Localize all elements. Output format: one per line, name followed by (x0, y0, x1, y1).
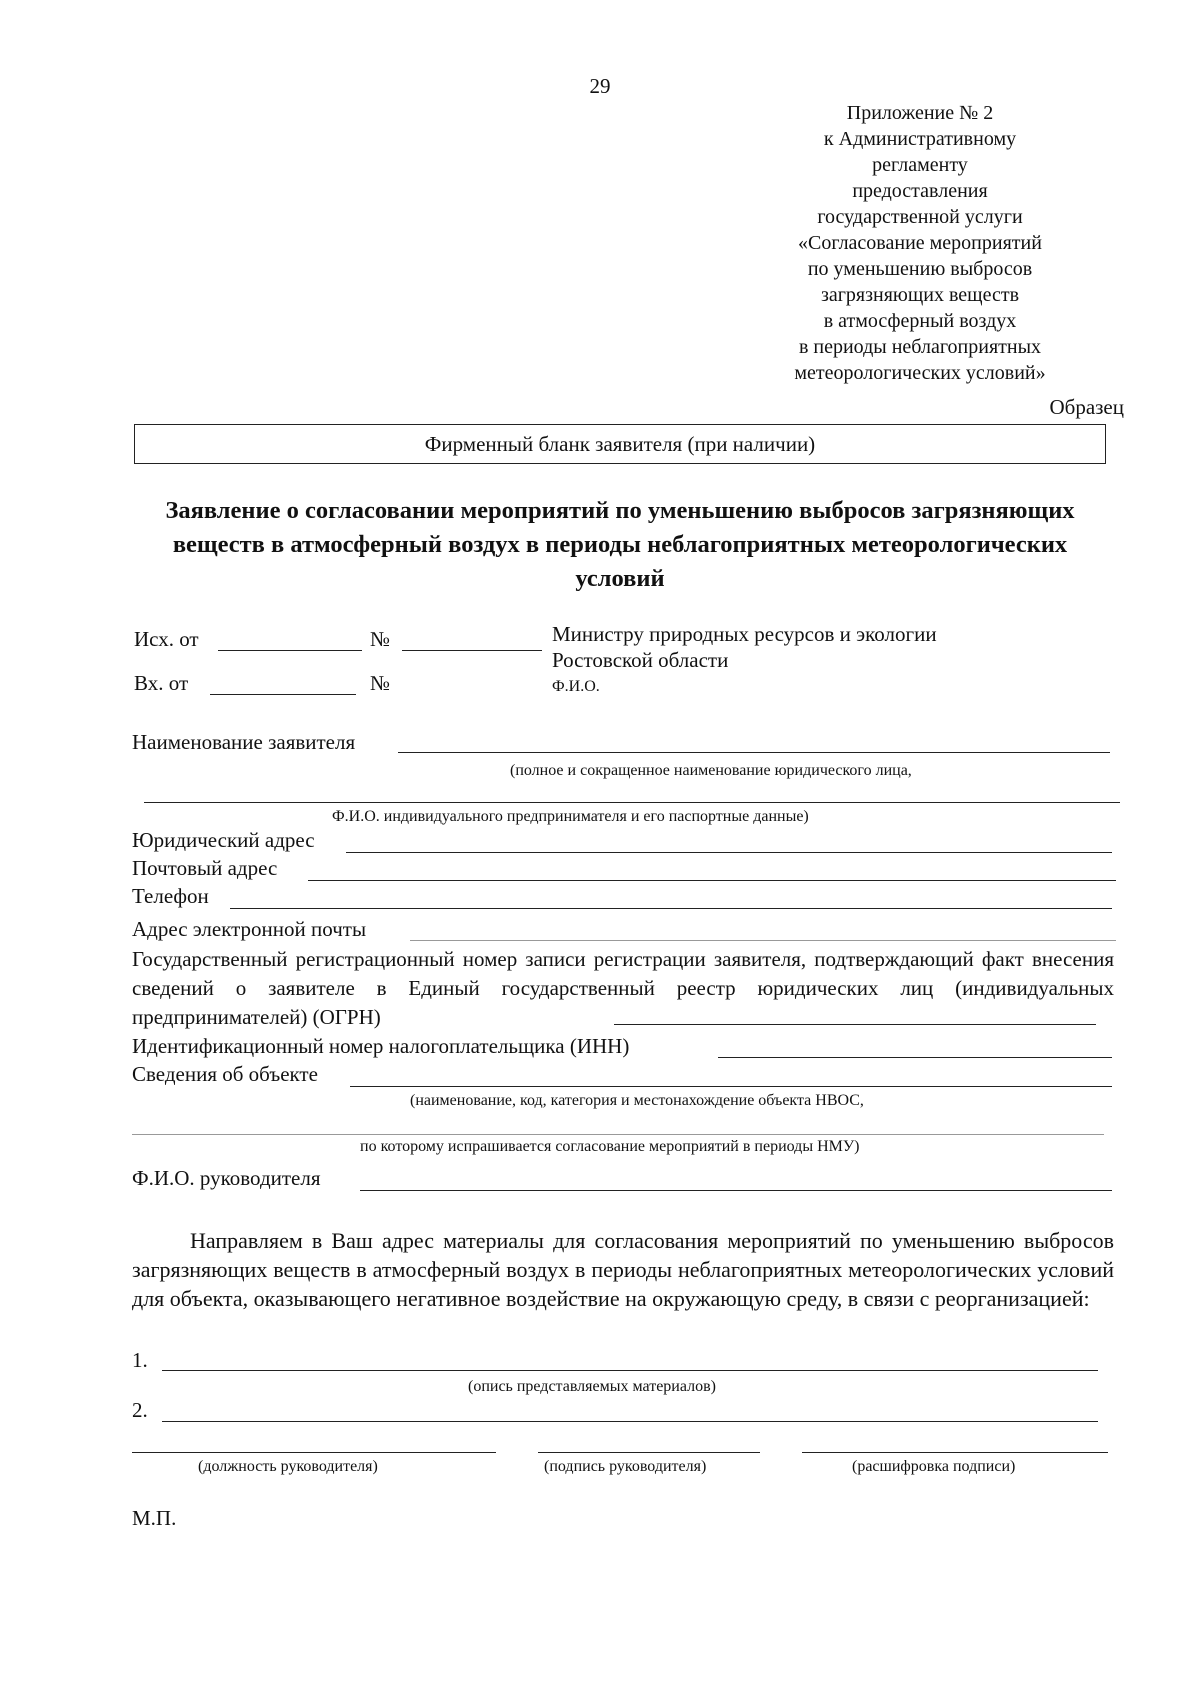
object-hint: по которому испрашивается согласование мероприятий в периоды НМУ) (360, 1138, 860, 1155)
postal-address-field[interactable] (308, 880, 1116, 881)
signature-decoding-field[interactable] (802, 1452, 1108, 1453)
annex-line: загрязняющих веществ (820, 284, 1020, 306)
annex-line: в атмосферный воздух (823, 310, 1017, 332)
signature-decoding-hint: (расшифровка подписи) (852, 1458, 1016, 1475)
outgoing-label: Исх. от (134, 627, 199, 651)
applicant-name-field-2[interactable] (144, 802, 1120, 803)
ogrn-field[interactable] (614, 1024, 1096, 1025)
applicant-hint: Ф.И.О. индивидуального предпринимателя и его паспортные данные) (332, 808, 809, 825)
annex-line: «Согласование мероприятий (798, 232, 1042, 254)
materials-item-2-field[interactable] (162, 1421, 1098, 1422)
legal-address-field[interactable] (346, 852, 1112, 853)
object-field[interactable] (350, 1086, 1112, 1087)
annex-line: к Административному (823, 128, 1017, 150)
outgoing-number-field[interactable] (402, 650, 542, 651)
inn-field[interactable] (718, 1057, 1112, 1058)
letterhead-box: Фирменный бланк заявителя (при наличии) (134, 424, 1106, 464)
ogrn-label: Государственный регистрационный номер записи регистрации заявителя, подтверждающий факт внесения сведений о заявителе в Единый государственный реестр юридических лиц (индивидуальных предпринимателей) (ОГРН) (132, 947, 1114, 1029)
annex-line: по уменьшению выбросов (807, 258, 1033, 280)
email-label: Адрес электронной почты (132, 917, 367, 941)
object-hint: (наименование, код, категория и местонахождение объекта НВОС, (410, 1092, 864, 1109)
sample-label: Образец (1049, 395, 1124, 419)
body-paragraph: Направляем в Ваш адрес материалы для согласования мероприятий по уменьшению выбросов загрязняющих веществ в атмосферный воздух в периоды неблагоприятных метеорологических условий для объекта, оказывающего негативное воздействие на окружающую среду, в связи с реорганизацией: (132, 1228, 1114, 1311)
addressee-fio: Ф.И.О. (552, 678, 600, 695)
phone-label: Телефон (132, 884, 209, 908)
object-field-2[interactable] (132, 1134, 1104, 1135)
annex-line: Приложение № 2 (846, 102, 994, 124)
position-field[interactable] (132, 1452, 496, 1453)
object-label: Сведения об объекте (132, 1062, 318, 1086)
director-label: Ф.И.О. руководителя (132, 1166, 321, 1190)
materials-item-number: 1. (132, 1348, 148, 1372)
position-hint: (должность руководителя) (198, 1458, 378, 1475)
annex-line: регламенту (872, 154, 968, 176)
annex-line: метеорологических условий» (794, 362, 1046, 384)
legal-address-label: Юридический адрес (132, 828, 315, 852)
applicant-name-field[interactable] (398, 752, 1110, 753)
outgoing-number-sign: № (370, 627, 391, 651)
applicant-label: Наименование заявителя (132, 730, 356, 754)
signature-field[interactable] (538, 1452, 760, 1453)
inn-label: Идентификационный номер налогоплательщика (ИНН) (132, 1034, 630, 1058)
page-number: 29 (589, 74, 611, 98)
director-field[interactable] (360, 1190, 1112, 1191)
annex-line: предоставления (852, 180, 988, 202)
addressee-line: Ростовской области (552, 648, 729, 672)
incoming-label: Вх. от (134, 671, 189, 695)
addressee-line: Министру природных ресурсов и экологии (552, 622, 937, 646)
materials-item-number: 2. (132, 1398, 148, 1422)
stamp-label: М.П. (132, 1506, 177, 1530)
incoming-number-sign: № (370, 671, 391, 695)
annex-line: в периоды неблагоприятных (798, 336, 1042, 358)
incoming-date-field[interactable] (210, 694, 356, 695)
annex-line: государственной услуги (817, 206, 1023, 228)
document-title: Заявление о согласовании мероприятий по уменьшению выбросов загрязняющих веществ в атмосферный воздух в периоды неблагоприятных метеорологических условий (165, 497, 1075, 592)
materials-item-1-field[interactable] (162, 1370, 1098, 1371)
email-field[interactable] (410, 940, 1116, 941)
outgoing-date-field[interactable] (218, 650, 362, 651)
postal-address-label: Почтовый адрес (132, 856, 278, 880)
phone-field[interactable] (230, 908, 1112, 909)
signature-hint: (подпись руководителя) (544, 1458, 707, 1475)
materials-hint: (опись представляемых материалов) (468, 1378, 716, 1395)
applicant-hint: (полное и сокращенное наименование юридического лица, (510, 762, 912, 779)
annex-block (770, 100, 1070, 386)
